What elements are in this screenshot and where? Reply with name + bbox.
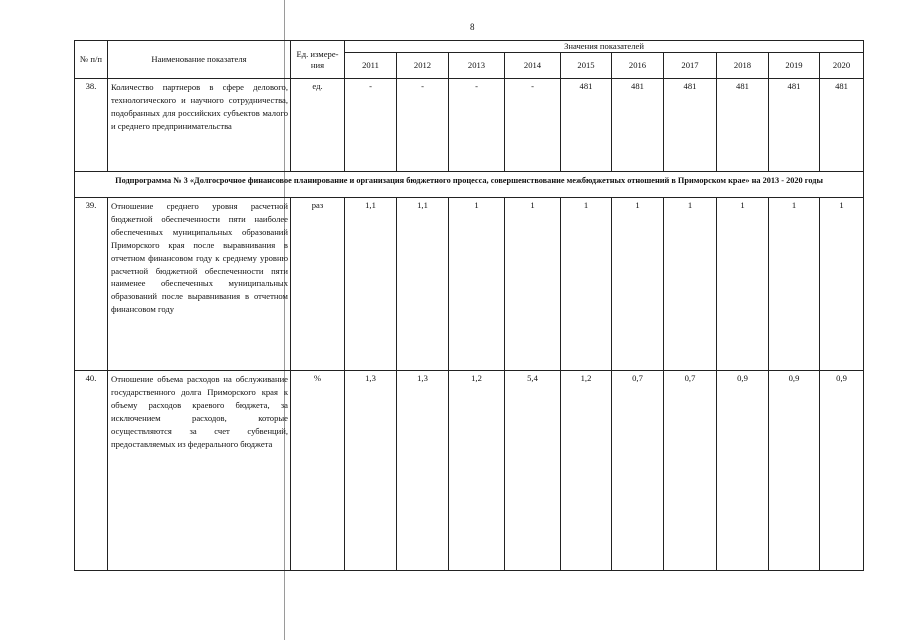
row-value: - <box>505 79 561 172</box>
row-value: 1 <box>612 198 664 371</box>
header-unit: Ед. измере-ния <box>291 41 345 79</box>
row-value: 1 <box>505 198 561 371</box>
row-num: 40. <box>75 371 108 571</box>
header-year: 2013 <box>449 53 505 79</box>
row-value: 1 <box>664 198 717 371</box>
header-year: 2014 <box>505 53 561 79</box>
section-title: Подпрограмма № 3 «Долгосрочное финансовое планирование и организация бюджетного процесса, совершенствование межбюджетных отношений в Приморском крае» на 2013 - 2020 годы <box>75 172 864 198</box>
row-num: 39. <box>75 198 108 371</box>
row-value: 481 <box>820 79 864 172</box>
row-value: 0,7 <box>664 371 717 571</box>
row-value: 1 <box>769 198 820 371</box>
row-value: - <box>345 79 397 172</box>
row-value: 1 <box>449 198 505 371</box>
row-name: Отношение объема расходов на обслуживание государственного долга Приморского края к объему расходов краевого бюджета, за исключением расходов, которые осуществляются за счет субвенций, предоставляемых из федерального бюджета <box>108 371 291 571</box>
row-value: 481 <box>769 79 820 172</box>
row-unit: раз <box>291 198 345 371</box>
header-name: Наименование показателя <box>108 41 291 79</box>
table-row <box>75 198 864 371</box>
row-value: 1,2 <box>561 371 612 571</box>
page-number: 8 <box>470 22 475 32</box>
row-value: 0,7 <box>612 371 664 571</box>
row-value: - <box>449 79 505 172</box>
row-value: 1 <box>561 198 612 371</box>
row-value: 481 <box>664 79 717 172</box>
row-value: 1,2 <box>449 371 505 571</box>
row-value: 1,1 <box>345 198 397 371</box>
row-value: 0,9 <box>717 371 769 571</box>
row-value: 481 <box>561 79 612 172</box>
header-year: 2016 <box>612 53 664 79</box>
row-value: 1 <box>820 198 864 371</box>
header-year: 2020 <box>820 53 864 79</box>
header-year: 2011 <box>345 53 397 79</box>
row-name: Количество партнеров в сфере делового, технологического и научного сотрудничества, подобранных для российских субъектов малого и среднего предпринимательства <box>108 79 291 172</box>
row-value: 1,3 <box>345 371 397 571</box>
row-value: 481 <box>612 79 664 172</box>
header-year: 2017 <box>664 53 717 79</box>
row-value: 1,3 <box>397 371 449 571</box>
row-num: 38. <box>75 79 108 172</box>
row-value: 5,4 <box>505 371 561 571</box>
table-row <box>75 79 864 172</box>
header-year: 2018 <box>717 53 769 79</box>
row-name: Отношение среднего уровня расчетной бюджетной обеспеченности пяти наиболее обеспеченных муниципальных образований Приморского края после выравнивания в отчетном финансовом году к среднему уровню расчетной бюджетной обеспеченности пяти наименее обеспеченных муниципальных образований после выравнивания в отчетном финансовом году <box>108 198 291 371</box>
row-unit: ед. <box>291 79 345 172</box>
row-value: 481 <box>717 79 769 172</box>
header-year: 2015 <box>561 53 612 79</box>
header-year: 2012 <box>397 53 449 79</box>
header-year: 2019 <box>769 53 820 79</box>
header-values: Значения показателей <box>345 41 864 53</box>
row-unit: % <box>291 371 345 571</box>
header-num: № п/п <box>75 41 108 79</box>
row-value: 1 <box>717 198 769 371</box>
table-row <box>75 371 864 571</box>
indicators-table <box>74 40 864 571</box>
row-value: 0,9 <box>769 371 820 571</box>
row-value: - <box>397 79 449 172</box>
row-value: 0,9 <box>820 371 864 571</box>
row-value: 1,1 <box>397 198 449 371</box>
